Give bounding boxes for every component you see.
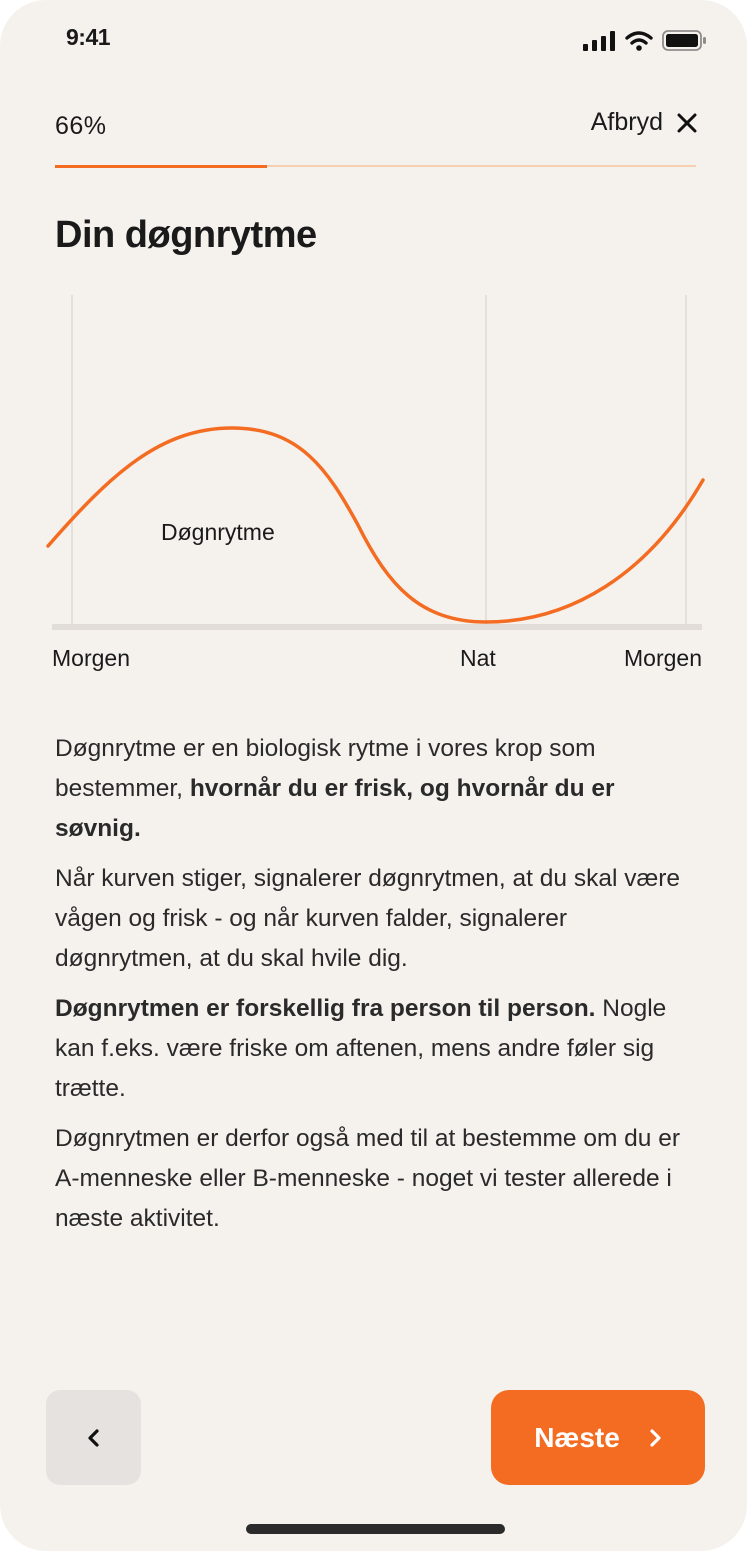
chart-series-line — [48, 428, 703, 622]
paragraph — [55, 989, 705, 1109]
page-title: Din døgnrytme — [55, 214, 317, 256]
close-icon — [677, 113, 697, 133]
cancel-button[interactable] — [591, 108, 697, 137]
progress-bar — [55, 165, 696, 167]
home-indicator — [246, 1524, 505, 1534]
back-button[interactable] — [46, 1390, 141, 1485]
status-bar — [0, 0, 747, 80]
paragraph-text: Nogle kan f.eks. være friske om aftenen, mens andre føler sig trætte. — [55, 995, 667, 1102]
chevron-right-icon — [648, 1428, 662, 1448]
chart-x-tick-label: Morgen — [624, 645, 702, 671]
circadian-rhythm-chart — [0, 285, 747, 685]
paragraph-text: Døgnrytme er en biologisk rytme i vores krop som bestemmer, — [55, 735, 596, 802]
chart-x-tick-label: Morgen — [52, 645, 130, 671]
next-button[interactable] — [491, 1390, 705, 1485]
wifi-icon — [625, 31, 653, 51]
top-bar — [55, 108, 697, 148]
progress-percent: 66% — [55, 112, 107, 140]
status-time: 9:41 — [66, 24, 111, 50]
progress-bar-fill — [55, 165, 267, 168]
status-icons — [583, 30, 707, 51]
chart-x-tick-label: Nat — [460, 645, 496, 671]
next-button-label: Næste — [534, 1421, 620, 1453]
cancel-label: Afbryd — [590, 108, 663, 136]
paragraph: Døgnrytmen er derfor også med til at bestemme om du er A-menneske eller B-menneske - noget vi tester allerede i næste aktivitet. — [55, 1125, 681, 1232]
paragraph: Når kurven stiger, signalerer døgnrytmen, at du skal være vågen og frisk - og når kurven falder, signalerer døgnrytmen, at du skal hvile dig. — [55, 865, 681, 972]
paragraph-bold-text: hvornår du er frisk, og hvornår du er søvnig. — [55, 775, 615, 842]
signal-icon — [583, 31, 616, 51]
chevron-left-icon — [87, 1428, 101, 1448]
paragraph — [55, 729, 705, 849]
paragraph-bold-text: Døgnrytmen er forskellig fra person til person. — [55, 995, 596, 1022]
battery-icon — [662, 30, 707, 51]
chart-series-label: Døgnrytme — [161, 519, 275, 545]
explanation-text — [55, 729, 705, 1249]
